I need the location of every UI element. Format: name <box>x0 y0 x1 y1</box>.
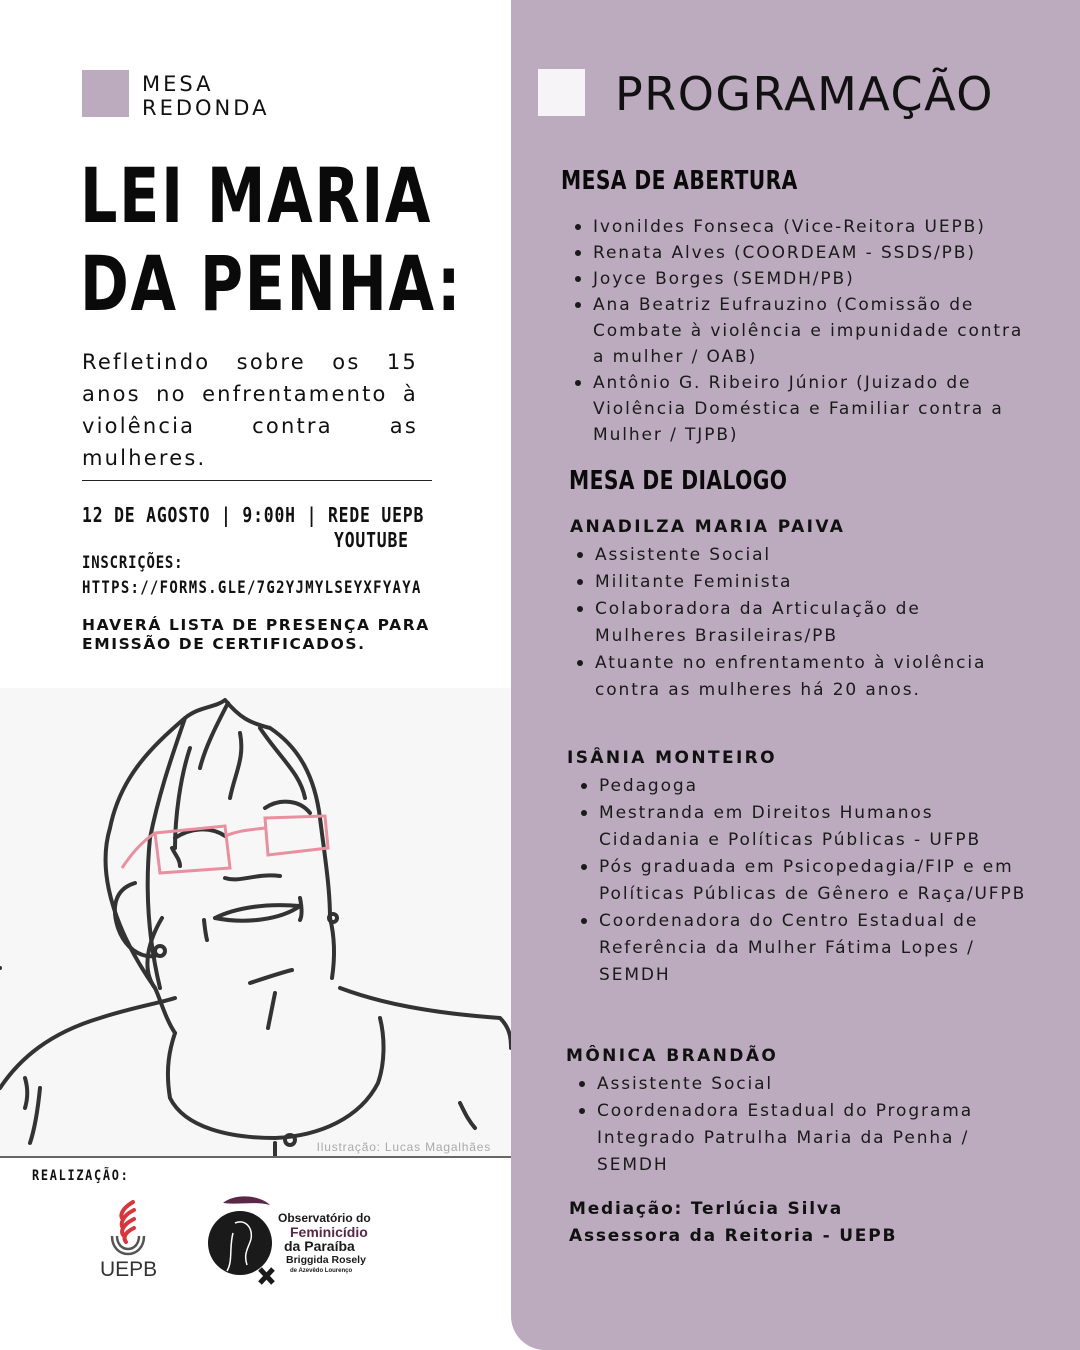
portrait-illustration <box>0 688 511 1158</box>
organizers-label: REALIZAÇÃO: <box>32 1168 130 1184</box>
illustration-credit: Ilustração: Lucas Magalhães <box>316 1140 491 1154</box>
observatorio-logo-text <box>278 1211 371 1275</box>
dialogue-heading: MESA DE DIALOGO <box>569 466 788 496</box>
list-item: Militante Feminista <box>573 569 1013 596</box>
observatorio-logo <box>205 1193 380 1288</box>
title-line2: DA PENHA: <box>80 239 463 328</box>
notice-line1: HAVERÁ LISTA DE PRESENÇA PARA <box>82 616 430 634</box>
mediator-name: Mediação: Terlúcia Silva <box>569 1199 843 1219</box>
obs-line4: Briggida Rosely <box>286 1254 366 1266</box>
event-date-line: 12 DE AGOSTO | 9:00H | REDE UEPB <box>82 503 425 527</box>
list-item: Ivonildes Fonseca (Vice-Reitora UEPB) <box>571 214 1041 240</box>
list-item: Assistente Social <box>575 1071 1035 1098</box>
certificate-notice <box>82 616 482 654</box>
speaker-name: ISÂNIA MONTEIRO <box>567 748 778 768</box>
list-item: Pedagoga <box>577 773 1037 800</box>
obs-line2: Feminicídio <box>290 1224 368 1240</box>
list-item: Atuante no enfrentamento à violência contra as mulheres há 20 anos. <box>573 650 1013 704</box>
event-platform-line: YOUTUBE <box>334 528 409 552</box>
list-item: Joyce Borges (SEMDH/PB) <box>571 266 1041 292</box>
speaker-details <box>573 542 1013 704</box>
obs-line3: da Paraíba <box>284 1238 355 1254</box>
event-type-label <box>142 72 269 120</box>
program-title: PROGRAMAÇÃO <box>615 67 994 121</box>
uepb-flame-icon <box>98 1198 158 1260</box>
list-item: Mestranda em Direitos Humanos Cidadania e Políticas Públicas - UFPB <box>577 800 1037 854</box>
uepb-logo <box>98 1198 158 1283</box>
woman-silhouette-icon <box>205 1193 283 1288</box>
divider <box>82 480 432 481</box>
left-column <box>0 0 511 1350</box>
registration-label: INSCRIÇÕES: <box>82 553 184 573</box>
event-type-line1: MESA <box>142 72 214 96</box>
obs-line5: de Azevêdo Lourenço <box>290 1268 353 1274</box>
accent-square <box>82 70 129 117</box>
list-item: Colaboradora da Articulação de Mulheres Brasileiras/PB <box>573 596 1013 650</box>
list-item: Antônio G. Ribeiro Júnior (Juizado de Violência Doméstica e Familiar contra a Mulher / TJPB) <box>571 370 1041 448</box>
mediation-info <box>569 1196 897 1250</box>
page-title <box>80 152 462 328</box>
portrait-line-drawing-icon <box>0 688 511 1156</box>
list-item: Renata Alves (COORDEAM - SSDS/PB) <box>571 240 1041 266</box>
accent-square-light <box>538 69 585 116</box>
speaker-details <box>577 773 1037 989</box>
speaker-name: ANADILZA MARIA PAIVA <box>570 517 846 537</box>
uepb-logo-text: UEPB <box>100 1258 158 1281</box>
speaker-details <box>575 1071 1035 1179</box>
list-item: Ana Beatriz Eufrauzino (Comissão de Combate à violência e impunidade contra a mulher / OAB) <box>571 292 1041 370</box>
list-item: Assistente Social <box>573 542 1013 569</box>
event-type-line2: REDONDA <box>142 96 270 120</box>
obs-line1: Observatório do <box>278 1211 371 1225</box>
title-line1: LEI MARIA <box>80 151 433 240</box>
list-item: Coordenadora do Centro Estadual de Referência da Mulher Fátima Lopes / SEMDH <box>577 908 1037 989</box>
list-item: Pós graduada em Psicopedagia/FIP e em Políticas Públicas de Gênero e Raça/UFPB <box>577 854 1037 908</box>
list-item: Coordenadora Estadual do Programa Integrado Patrulha Maria da Penha / SEMDH <box>575 1098 1035 1179</box>
program-panel <box>511 0 1080 1350</box>
opening-heading: MESA DE ABERTURA <box>561 166 798 196</box>
opening-list <box>571 214 1041 448</box>
subtitle: Refletindo sobre os 15 anos no enfrentamento à violência contra as mulheres. <box>82 350 418 470</box>
mediator-role: Assessora da Reitoria - UEPB <box>569 1226 898 1246</box>
speaker-name: MÔNICA BRANDÃO <box>566 1046 779 1066</box>
notice-line2: EMISSÃO DE CERTIFICADOS. <box>82 635 366 653</box>
registration-link[interactable]: HTTPS://FORMS.GLE/7G2YJMYLSEYXFYAYA <box>82 578 422 598</box>
